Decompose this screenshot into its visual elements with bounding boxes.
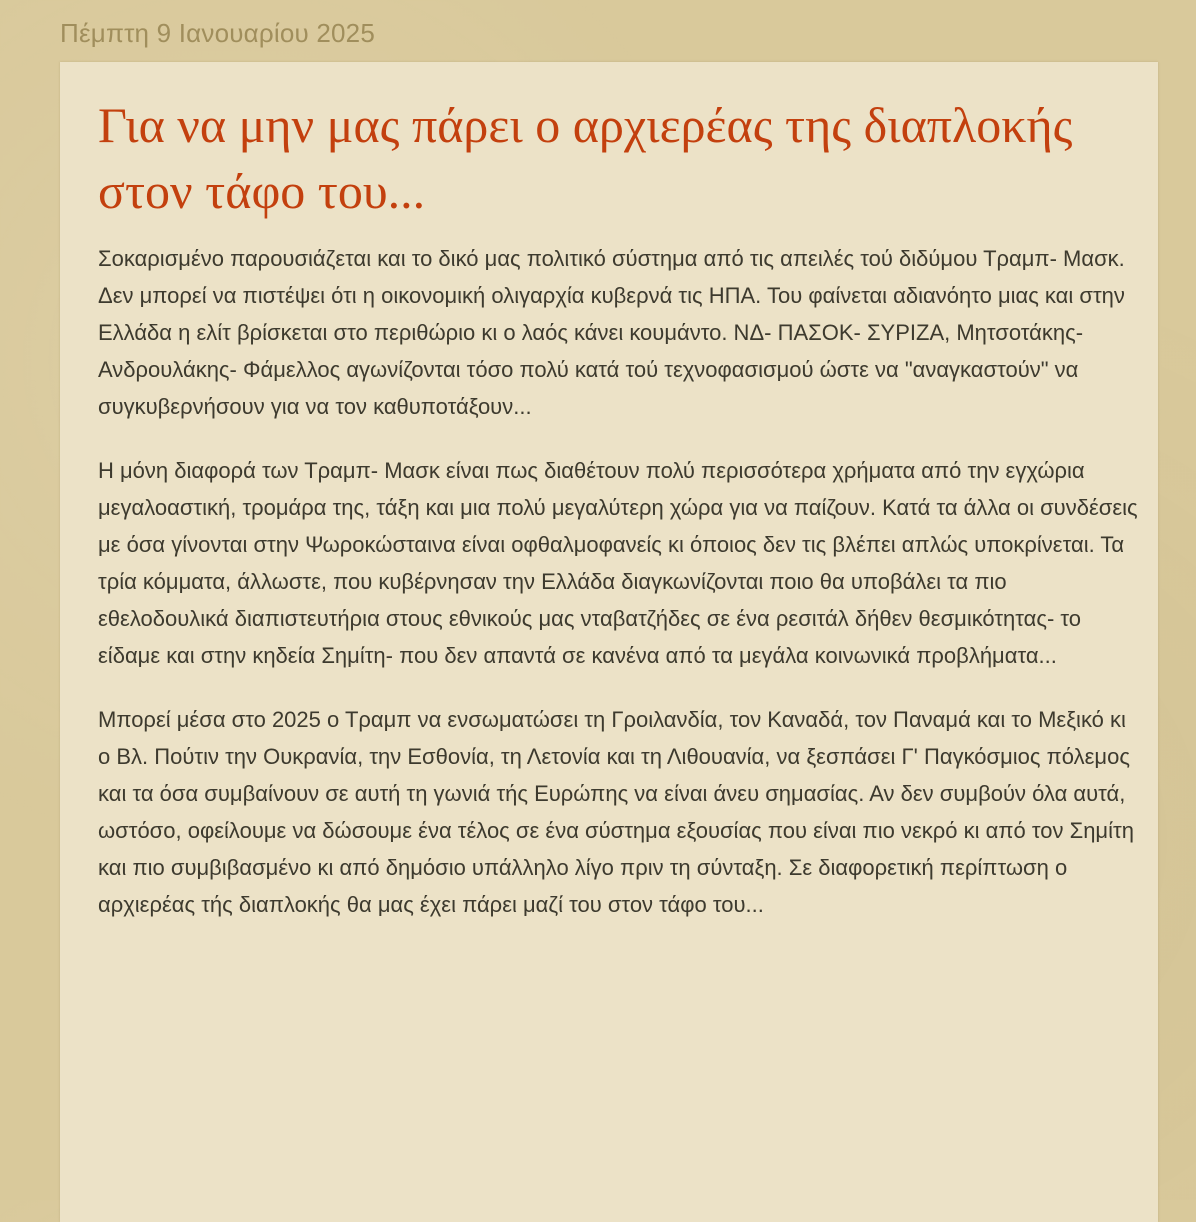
post-date-header: Πέμπτη 9 Ιανουαρίου 2025	[60, 18, 375, 48]
post-paragraph: Μπορεί μέσα στο 2025 ο Τραμπ να ενσωματώσει τη Γροιλανδία, τον Καναδά, τον Παναμά και το Μεξικό κι ο Βλ. Πούτιν την Ουκρανία, την Εσθονία, τη Λετονία και τη Λιθουανία, να ξεσπάσει Γ' Παγκόσμιος πόλεμος και τα όσα συμβαίνουν σε αυτή τη γωνιά τής Ευρώπης να είναι άνευ σημασίας. Αν δεν συμβούν όλα αυτά, ωστόσο, οφείλουμε να δώσουμε ένα τέλος σε ένα σύστημα εξουσίας που είναι πιο νεκρό κι από τον Σημίτη και πιο συμβιβασμένο κι από δημόσιο υπάλληλο λίγο πριν τη σύνταξη. Σε διαφορετική περίπτωση ο αρχιερέας τής διαπλοκής θα μας έχει πάρει μαζί του στον τάφο του...	[98, 707, 1134, 917]
post-title[interactable]: Για να μην μας πάρει ο αρχιερέας της διαπλοκής στον τάφο του...	[98, 97, 1073, 219]
blog-post-card	[60, 62, 1158, 1222]
post-paragraph: Σοκαρισμένο παρουσιάζεται και το δικό μας πολιτικό σύστημα από τις απειλές τού διδύμου Τραμπ- Μασκ. Δεν μπορεί να πιστέψει ότι η οικονομική ολιγαρχία κυβερνά τις ΗΠΑ. Του φαίνεται αδιανόητο μιας και στην Ελλάδα η ελίτ βρίσκεται στο περιθώριο κι ο λαός κάνει κουμάντο. ΝΔ- ΠΑΣΟΚ- ΣΥΡΙΖΑ, Μητσοτάκης- Ανδρουλάκης- Φάμελλος αγωνίζονται τόσο πολύ κατά τού τεχνοφασισμού ώστε να "αναγκαστούν" να συγκυβερνήσουν για να τον καθυποτάξουν...	[98, 246, 1125, 419]
post-body	[98, 240, 1138, 950]
post-paragraph: Η μόνη διαφορά των Τραμπ- Μασκ είναι πως διαθέτουν πολύ περισσότερα χρήματα από την εγχώρια μεγαλοαστική, τρομάρα της, τάξη και μια πολύ μεγαλύτερη χώρα για να παίζουν. Κατά τα άλλα οι συνδέσεις με όσα γίνονται στην Ψωροκώσταινα είναι οφθαλμοφανείς κι όποιος δεν τις βλέπει απλώς υποκρίνεται. Τα τρία κόμματα, άλλωστε, που κυβέρνησαν την Ελλάδα διαγκωνίζονται ποιο θα υποβάλει τα πιο εθελοδουλικά διαπιστευτήρια στους εθνικούς μας νταβατζήδες σε ένα ρεσιτάλ δήθεν θεσμικότητας- το είδαμε και στην κηδεία Σημίτη- που δεν απαντά σε κανένα από τα μεγάλα κοινωνικά προβλήματα...	[98, 458, 1138, 668]
